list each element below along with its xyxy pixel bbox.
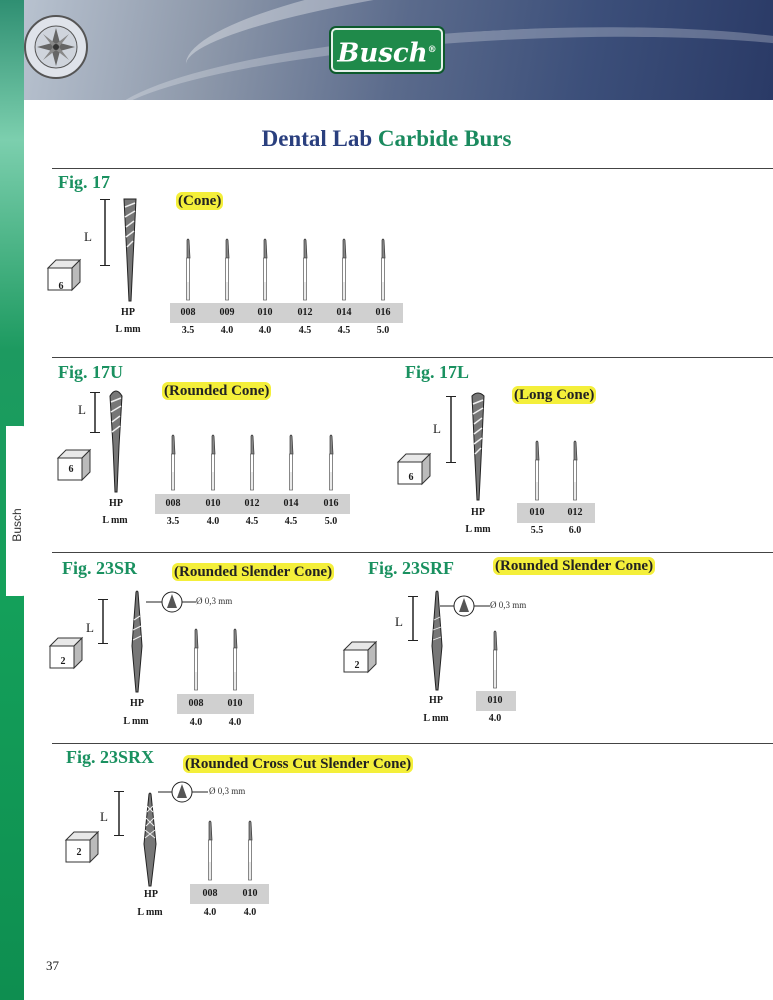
size-code: 010 [529,507,545,518]
fig-23srf-length-label: L mm [423,713,449,724]
fig-23srx-bur-image [138,792,162,888]
fig-17l-label: Fig. 17L [405,362,470,382]
title-part-1: Dental Lab [261,126,373,151]
length-value: 4.5 [298,325,312,336]
fig-23srf-pack-qty: 2 [354,660,360,671]
fig-23srf-label: Fig. 23SRF [368,558,455,578]
busch-logo: Busch® [331,28,443,72]
bur-thumbnail-icon [569,440,581,502]
bur-thumbnail-icon [325,434,337,492]
length-value: 5.0 [324,516,338,527]
fig-17l-dimension-line [446,396,456,464]
bur-thumbnail-icon [207,434,219,492]
fig-23srx-length-letter: L [100,809,108,824]
fig-23srx-shape: (Rounded Cross Cut Slender Cone) [185,756,412,772]
divider [52,168,773,169]
fig-17u-shape: (Rounded Cone) [164,383,270,399]
length-value: 4.0 [189,717,203,728]
fig-23sr-shape: (Rounded Slender Cone) [174,564,333,580]
bur-thumbnail-icon [246,434,258,492]
fig-23sr-length-label: L mm [123,716,149,727]
tip-diameter-detail-icon [146,590,196,616]
fig-17-shape: (Cone) [178,193,222,209]
size-code: 010 [227,698,243,709]
page-number: 37 [46,958,59,973]
fig-17u-label: Fig. 17U [58,362,123,382]
fig-23srf-tip-diameter: Ø 0,3 mm [490,600,527,610]
length-value: 4.0 [206,516,220,527]
bur-thumbnail-icon [377,238,389,302]
length-value: 6.0 [568,525,582,536]
size-code: 008 [165,498,181,509]
bur-thumbnail-icon [259,238,271,302]
length-value: 4.0 [203,907,217,918]
fig-23srx-dimension-line [114,791,124,837]
size-code: 010 [487,695,503,706]
fig-17u-bur-image [104,386,128,494]
bur-thumbnail-icon [229,628,241,692]
fig-17u-length-label: L mm [102,515,128,526]
bur-thumbnail-icon [167,434,179,492]
fig-23srx-pack-qty: 2 [76,847,82,858]
fig-17-pack-qty: 6 [58,281,64,292]
bur-thumbnail-icon [182,238,194,302]
tip-diameter-detail-icon [440,594,490,620]
fig-23srf-length-letter: L [395,614,403,629]
fig-23sr-tip-diameter: Ø 0,3 mm [196,596,233,606]
bur-thumbnail-icon [489,630,501,690]
divider [52,743,773,744]
length-value: 3.5 [181,325,195,336]
size-code: 009 [219,307,235,318]
fig-23srx-length-label: L mm [137,907,163,918]
bur-thumbnail-icon [338,238,350,302]
bur-thumbnail-icon [190,628,202,692]
fig-17-shank: HP [121,307,135,318]
sidebar-tab-label: Busch [10,508,24,542]
fig-17-label: Fig. 17 [58,172,110,192]
fig-23srx-shank: HP [144,889,158,900]
length-value: 4.5 [337,325,351,336]
fig-17-bur-image [118,195,142,303]
fig-23sr-label: Fig. 23SR [62,558,138,578]
fig-17-length-label: L mm [115,324,141,335]
fig-17-length-letter: L [84,229,92,244]
size-code: 012 [567,507,583,518]
fig-23sr-dimension-line [98,599,108,645]
fig-17l-bur-image [466,390,490,502]
size-code: 010 [257,307,273,318]
size-code: 014 [283,498,299,509]
fig-23srf-shank: HP [429,695,443,706]
length-value: 4.0 [243,907,257,918]
length-value: 3.5 [166,516,180,527]
fig-17l-pack-qty: 6 [408,472,414,483]
length-value: 4.0 [488,713,502,724]
length-value: 5.5 [530,525,544,536]
size-code: 012 [244,498,260,509]
fig-23sr-shank: HP [130,698,144,709]
fig-17l-length-label: L mm [465,524,491,535]
fig-23srx-label: Fig. 23SRX [66,747,155,767]
fig-17u-shank: HP [109,498,123,509]
fig-17u-dimension-line [90,392,100,434]
title-part-2: Carbide Burs [377,126,512,151]
divider [52,357,773,358]
bur-thumbnail-icon [285,434,297,492]
divider [52,552,773,553]
bur-thumbnail-icon [204,820,216,882]
size-code: 008 [202,888,218,899]
fig-17u-pack-qty: 6 [68,464,74,475]
bur-thumbnail-icon [531,440,543,502]
quality-seal-icon [23,14,89,80]
fig-17l-length-letter: L [433,421,441,436]
fig-17u-length-letter: L [78,402,86,417]
fig-23srf-dimension-line [408,596,418,642]
bur-thumbnail-icon [299,238,311,302]
length-value: 5.0 [376,325,390,336]
size-code: 012 [297,307,313,318]
fig-17l-shape: (Long Cone) [514,387,595,403]
fig-17-dimension-line [100,199,110,267]
fig-23srx-tip-diameter: Ø 0,3 mm [209,786,246,796]
length-value: 4.0 [220,325,234,336]
length-value: 4.0 [228,717,242,728]
fig-23srf-shape: (Rounded Slender Cone) [495,558,654,574]
size-code: 014 [336,307,352,318]
size-code: 010 [205,498,221,509]
size-code: 016 [375,307,391,318]
length-value: 4.5 [245,516,259,527]
size-code: 016 [323,498,339,509]
fig-17l-shank: HP [471,507,485,518]
length-value: 4.0 [258,325,272,336]
size-code: 010 [242,888,258,899]
page-title [0,126,773,152]
size-code: 008 [188,698,204,709]
size-code: 008 [180,307,196,318]
fig-23sr-length-letter: L [86,620,94,635]
bur-thumbnail-icon [221,238,233,302]
fig-23sr-bur-image [126,590,148,694]
tip-diameter-detail-icon [158,780,208,806]
length-value: 4.5 [284,516,298,527]
fig-23sr-pack-qty: 2 [60,656,66,667]
bur-thumbnail-icon [244,820,256,882]
